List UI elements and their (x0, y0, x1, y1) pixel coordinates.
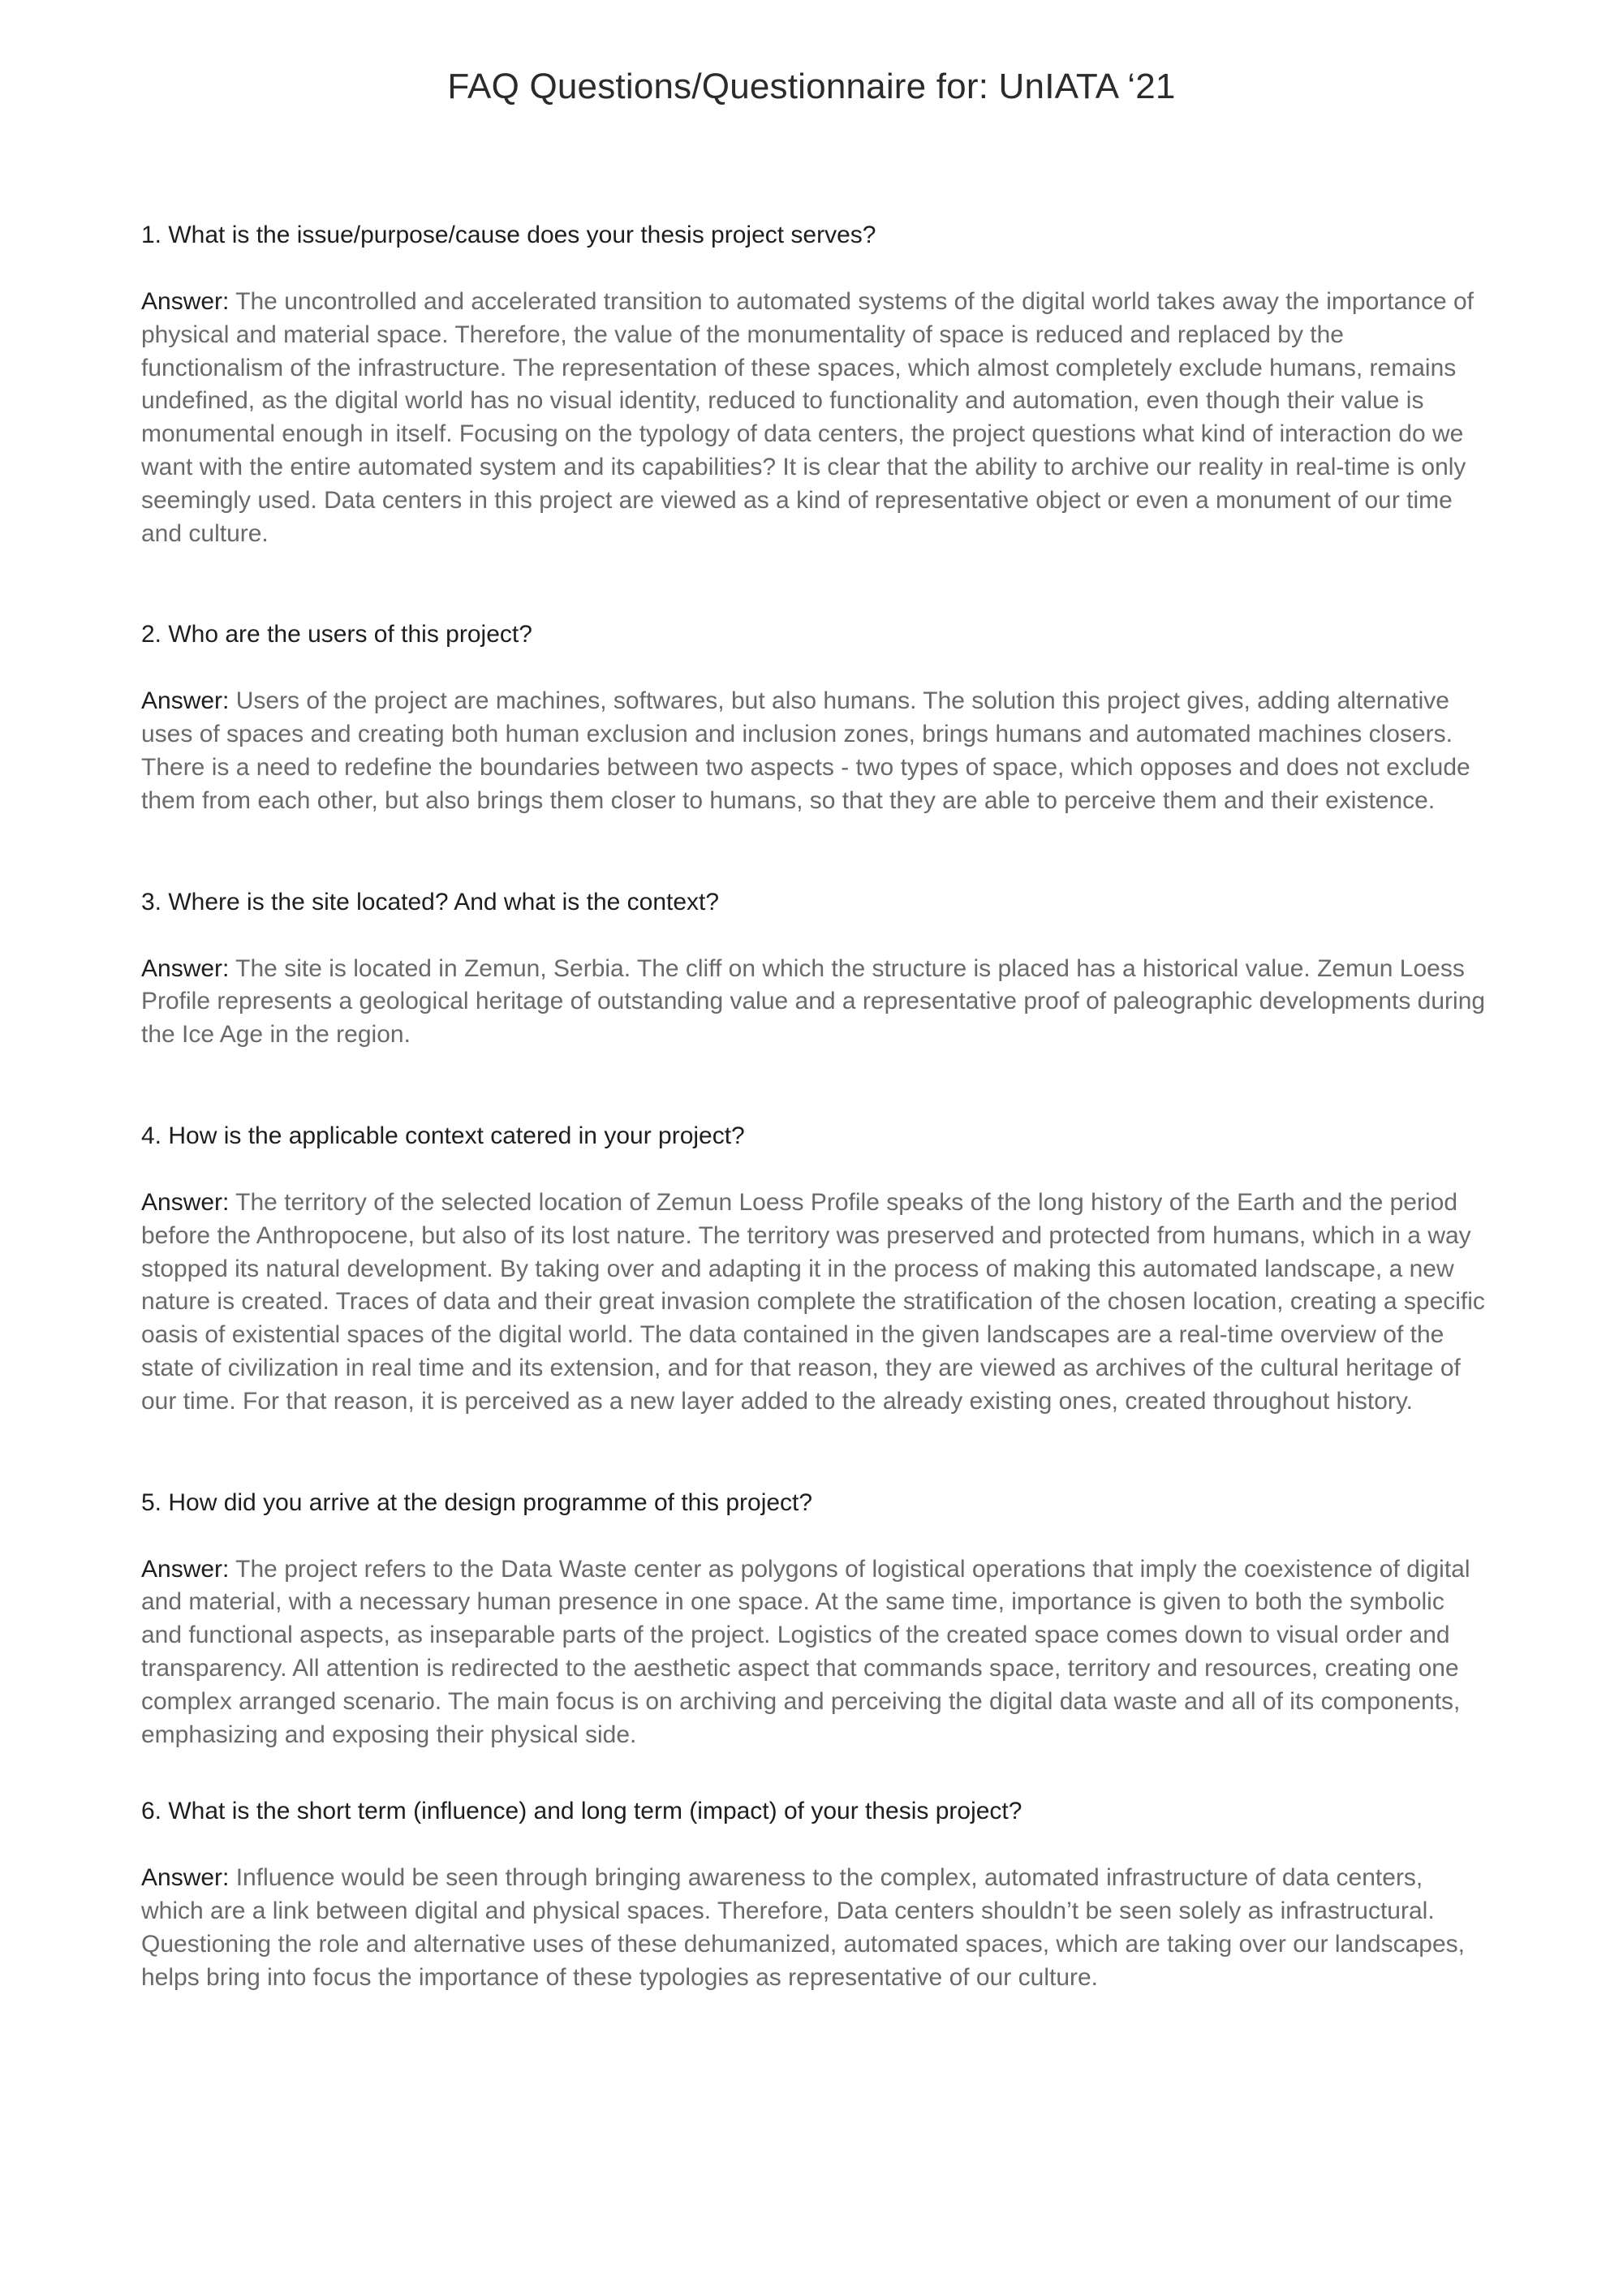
answer-text-1: The uncontrolled and accelerated transition to automated systems of the digital world takes away the importance of physical and material space. Therefore, the value of the monumentality of space is reduced and replaced by the functionalism of the infrastructure. The representation of these spaces, which almost completely exclude humans, remains undefined, as the digital world has no visual identity, reduced to functionality and automation, even though their value is monumental enough in itself. Focusing on the typology of data centers, the project questions what kind of interaction do we want with the entire automated system and its capabilities? It is clear that the ability to archive our reality in real-time is only seemingly used. Data centers in this project are viewed as a kind of representative object or even a monument of our time and culture. (141, 288, 1474, 547)
faq-item-4 (141, 1120, 1492, 1419)
answer-2 (141, 685, 1492, 817)
answer-label: Answer: (141, 1188, 230, 1216)
page-title: FAQ Questions/Questionnaire for: UnIATA ‘21 (447, 67, 1176, 106)
answer-3 (141, 953, 1492, 1052)
faq-item-3 (141, 886, 1492, 1052)
question-1: 1. What is the issue/purpose/cause does your thesis project serves? (141, 222, 876, 248)
faq-item-5 (141, 1487, 1492, 1752)
answer-label: Answer: (141, 687, 230, 715)
answer-1 (141, 286, 1492, 550)
answer-label: Answer: (141, 1555, 230, 1583)
question-4: 4. How is the applicable context catered in your project? (141, 1122, 745, 1149)
answer-label: Answer: (141, 954, 230, 982)
faq-item-6 (141, 1795, 1492, 1994)
question-6: 6. What is the short term (influence) and long term (impact) of your thesis project? (141, 1798, 1022, 1825)
faq-item-2 (141, 618, 1492, 817)
answer-text-6: Influence would be seen through bringing awareness to the complex, automated infrastructure of data centers, which are a link between digital and physical spaces. Therefore, Data centers shouldn’t be seen solely as infrastructural. Questioning the role and alternative uses of these dehumanized, automated spaces, which are taking over our landscapes, helps bring into focus the importance of these typologies as representative of our culture. (141, 1864, 1466, 1991)
answer-text-5: The project refers to the Data Waste center as polygons of logistical operations that imply the coexistence of digital and material, with a necessary human presence in one space. At the same time, importance is given to both the symbolic and functional aspects, as inseparable parts of the project. Logistics of the created space comes down to visual order and transparency. All attention is redirected to the aesthetic aspect that commands space, territory and resources, creating one complex arranged scenario. The main focus is on archiving and perceiving the digital data waste and all of its components, emphasizing and exposing their physical side. (141, 1555, 1470, 1748)
answer-label: Answer: (141, 288, 230, 315)
answer-label: Answer: (141, 1864, 230, 1892)
answer-5 (141, 1553, 1492, 1752)
answer-4 (141, 1187, 1492, 1419)
answer-text-4: The territory of the selected location of Zemun Loess Profile speaks of the long history of the Earth and the period before the Anthropocene, but also of its lost nature. The territory was preserved and protected from humans, which in a way stopped its natural development. By taking over and adapting it in the process of making this automated landscape, a new nature is created. Traces of data and their great invasion complete the stratification of the chosen location, creating a specific oasis of existential spaces of the digital world. The data contained in the given landscapes are a real-time overview of the state of civilization in real time and its extension, and for that reason, they are viewed as archives of the cultural heritage of our time. For that reason, it is perceived as a new layer added to the already existing ones, created throughout history. (141, 1188, 1485, 1415)
faq-item-1 (141, 219, 1492, 550)
answer-text-3: The site is located in Zemun, Serbia. The cliff on which the structure is placed has a historical value. Zemun Loess Profile represents a geological heritage of outstanding value and a representative proof of paleographic developments during the Ice Age in the region. (141, 954, 1486, 1049)
answer-text-2: Users of the project are machines, softwares, but also humans. The solution this project gives, adding alternative uses of spaces and creating both human exclusion and inclusion zones, brings humans and automated machines closers. There is a need to redefine the boundaries between two aspects - two types of space, which opposes and does not exclude them from each other, but also brings them closer to humans, so that they are able to perceive them and their existence. (141, 687, 1470, 814)
answer-6 (141, 1862, 1492, 1994)
faq-list (141, 219, 1492, 2063)
question-5: 5. How did you arrive at the design programme of this project? (141, 1488, 813, 1516)
question-2: 2. Who are the users of this project? (141, 621, 532, 648)
question-3: 3. Where is the site located? And what is the context? (141, 888, 720, 915)
